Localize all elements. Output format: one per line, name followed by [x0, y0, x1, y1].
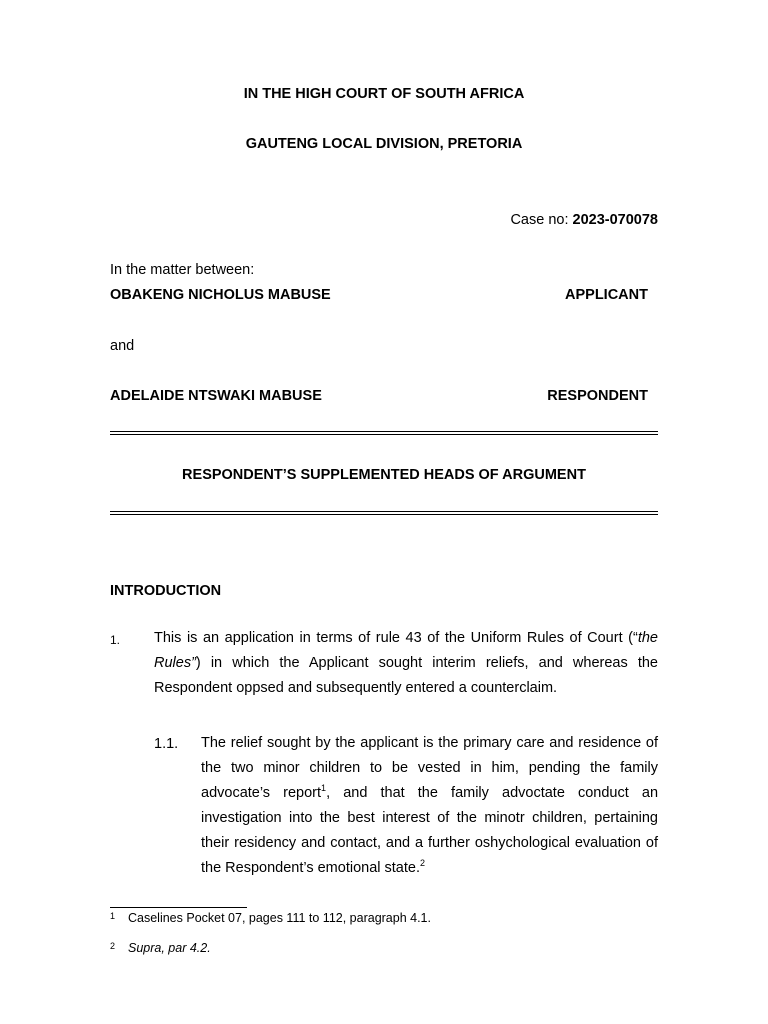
title-rule-bottom — [110, 511, 658, 515]
section-heading: INTRODUCTION — [110, 583, 222, 599]
footnote-ref[interactable]: 1 — [321, 783, 327, 794]
subparagraph-text — [201, 731, 658, 881]
respondent-name: ADELAIDE NTSWAKI MABUSE — [110, 388, 322, 404]
case-number-label: Case no: — [510, 212, 573, 228]
footnote-separator — [110, 907, 247, 908]
case-number-value: 2023-070078 — [572, 212, 658, 228]
footnote-ref[interactable]: 2 — [420, 858, 426, 869]
title-rule-top — [110, 431, 658, 435]
division-heading: GAUTENG LOCAL DIVISION, PRETORIA — [245, 136, 523, 152]
footnote-text: Caselines Pocket 07, pages 111 to 112, paragraph 4.1. — [128, 911, 431, 925]
paragraph-text — [154, 626, 658, 701]
subparagraph-text-part: The relief sought by the applicant is the primary care and residence of the two minor children to be vested in him, pending the family advocate’s report — [201, 735, 658, 801]
respondent-role: RESPONDENT — [547, 388, 648, 404]
parties-conjunction: and — [110, 338, 135, 354]
applicant-role: APPLICANT — [565, 287, 648, 303]
paragraph-text-part: ) in which the Applicant sought interim reliefs, and whereas the Respondent oppsed and subsequently entered a counterclaim. — [154, 655, 658, 696]
subparagraph-text-part: , and that the family advoctate conduct an investigation into the best interest of the minotr children, pertaining their residency and contact, and a further oshychological evaluation of the Respondent’s emotional state. — [201, 785, 659, 876]
footnote-number: 2 — [110, 941, 116, 951]
case-number-line — [110, 212, 658, 228]
applicant-name: OBAKENG NICHOLUS MABUSE — [110, 287, 331, 303]
paragraph-text-italic: the Rules” — [154, 630, 658, 671]
footnote-number: 1 — [110, 911, 116, 921]
parties-intro: In the matter between: — [110, 262, 255, 278]
document-title: RESPONDENT’S SUPPLEMENTED HEADS OF ARGUMENT — [182, 467, 586, 483]
footnote-text: Supra, par 4.2. — [128, 941, 211, 955]
court-heading: IN THE HIGH COURT OF SOUTH AFRICA — [243, 86, 525, 102]
subparagraph-number: 1.1. — [154, 736, 179, 752]
paragraph-text-part: This is an application in terms of rule 43 of the Uniform Rules of Court (“ — [154, 630, 638, 646]
paragraph-number: 1. — [110, 633, 121, 647]
